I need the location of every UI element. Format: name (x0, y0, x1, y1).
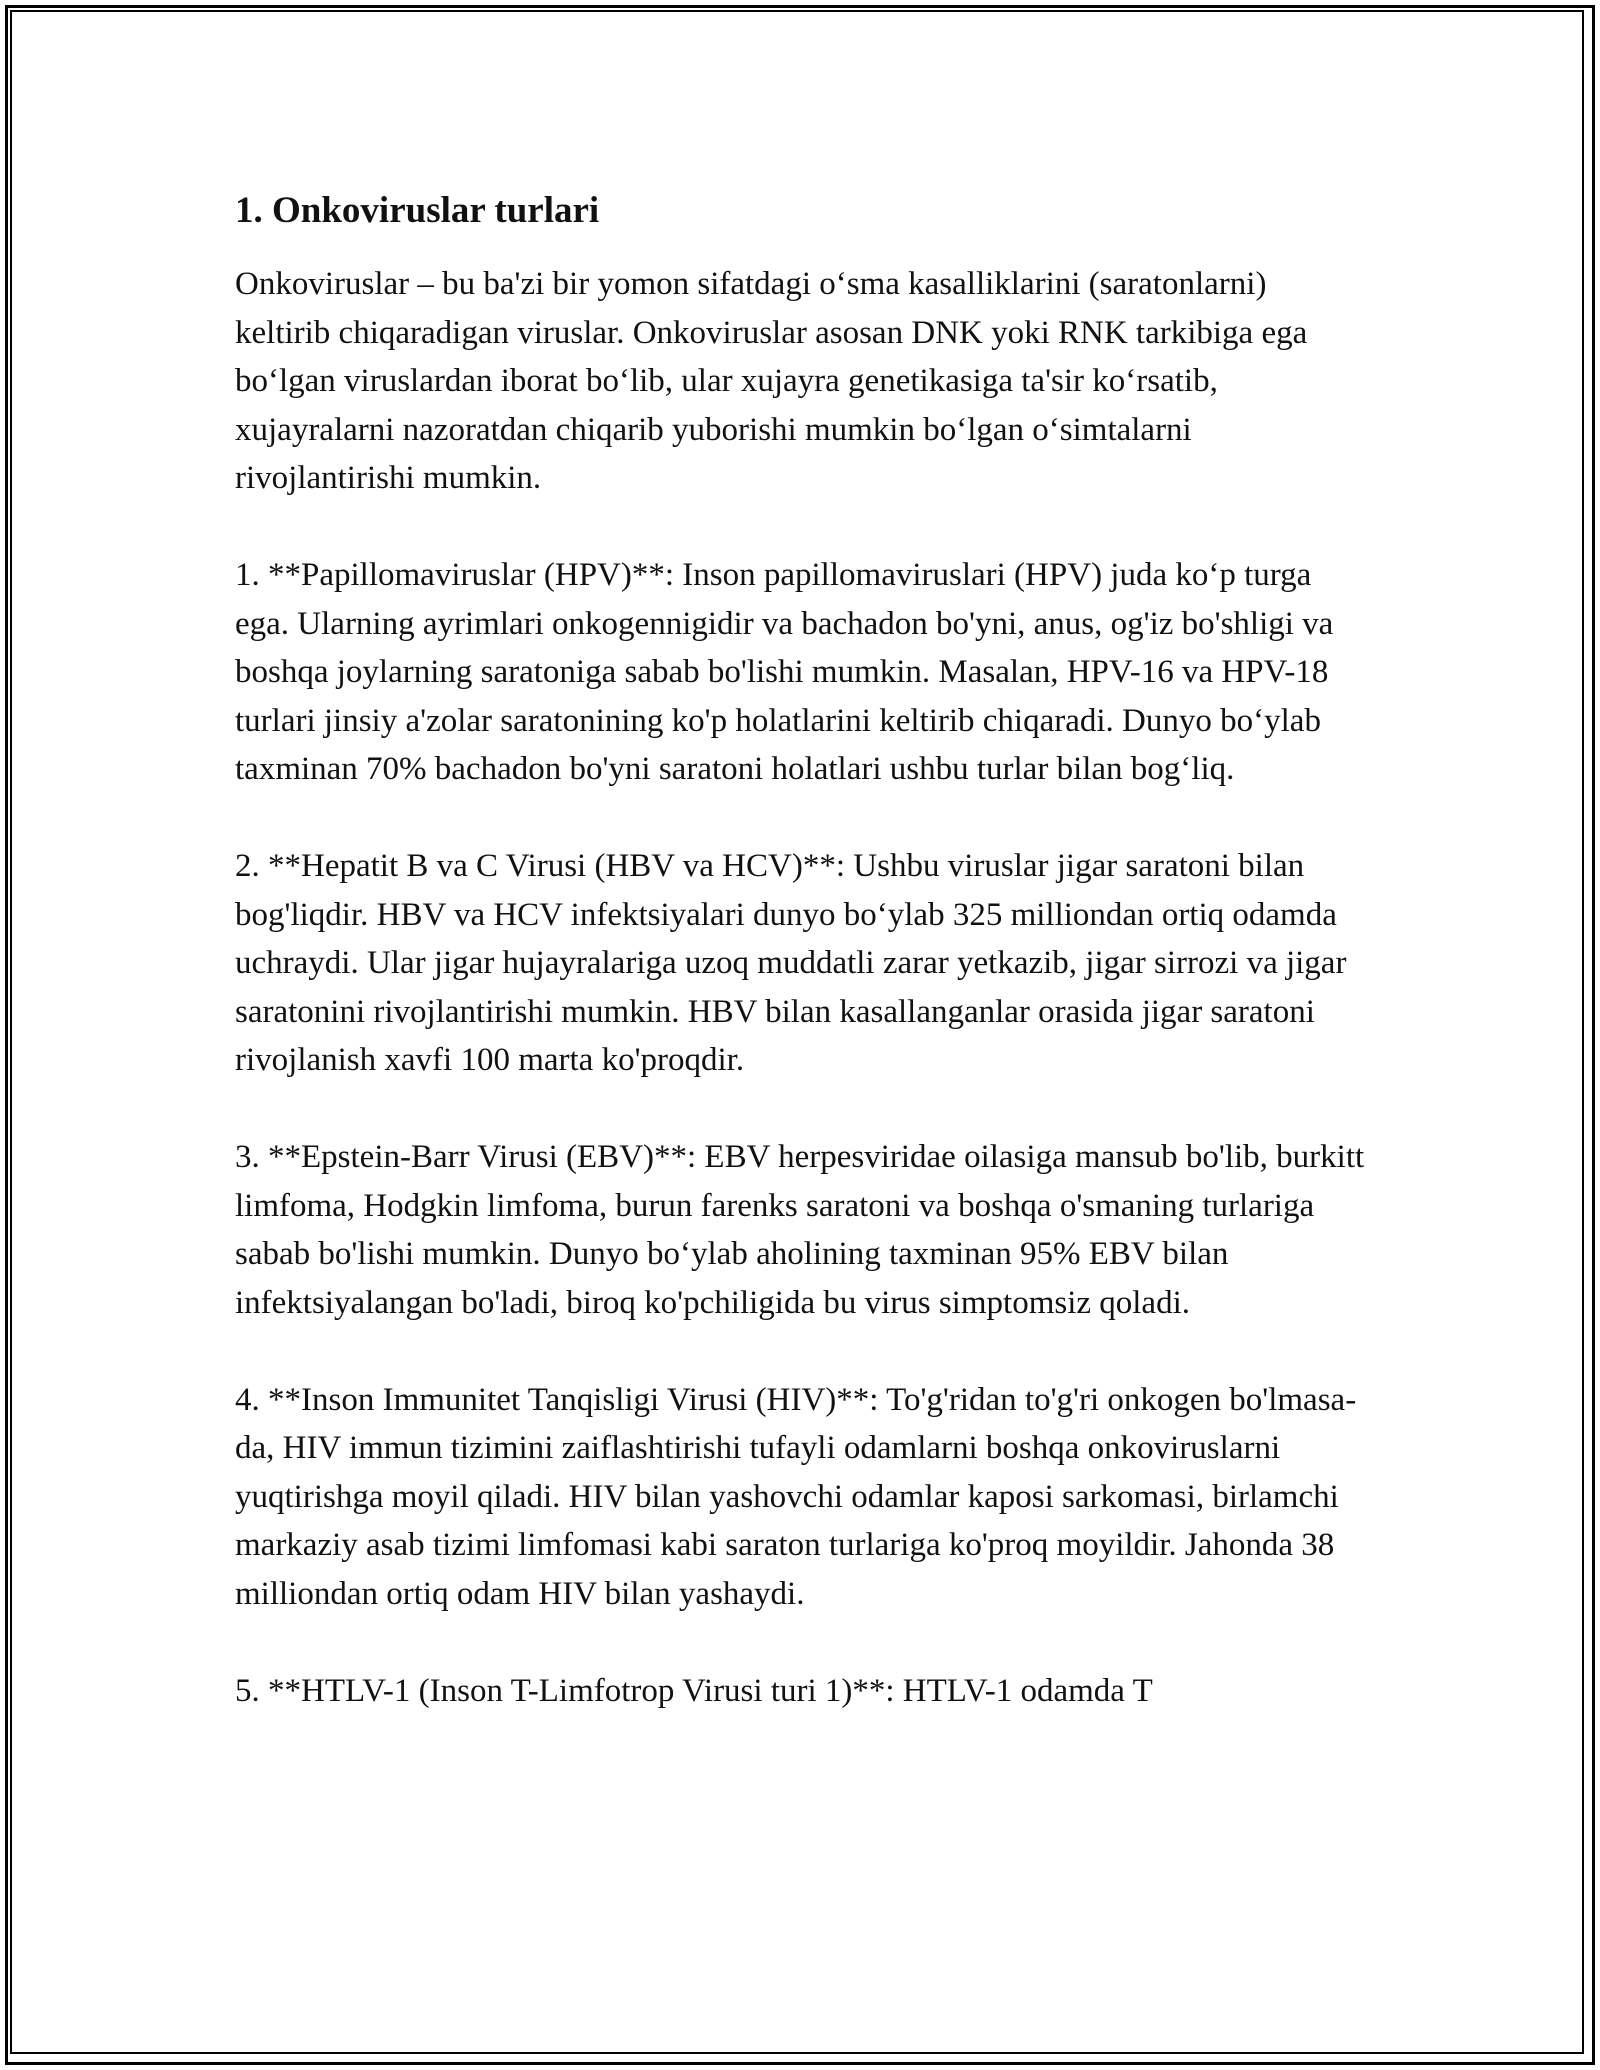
list-item-hbv-hcv: 2. **Hepatit B va C Virusi (HBV va HCV)**: Ushbu viruslar jigar saratoni bilan bog'liqdir. HBV va HCV infektsiyalari dunyo bo‘ylab 325 milliondan ortiq odamda uchraydi. Ular jigar hujayralariga uzoq muddatli zarar yetkazib, jigar sirrozi va jigar saratonini rivojlantirishi mumkin. HBV bilan kasallanganlar orasida jigar saratoni rivojlanish xavfi 100 marta ko'proqdir. (235, 848, 1347, 1078)
list-item-hpv: 1. **Papillomaviruslar (HPV)**: Inson papillomaviruslari (HPV) juda ko‘p turga ega. Ularning ayrimlari onkogennigidir va bachadon bo'yni, anus, og'iz bo'shligi va boshqa joylarning saratoniga sabab bo'lishi mumkin. Masalan, HPV-16 va HPV-18 turlari jinsiy a'zolar saratonining ko'p holatlarini keltirib chiqaradi. Dunyo bo‘ylab taxminan 70% bachadon bo'yni saratoni holatlari ushbu turlar bilan bog‘liq. (235, 557, 1334, 787)
document-body (235, 186, 1365, 1715)
section-heading: 1. Onkoviruslar turlari (235, 190, 600, 231)
list-item-hiv: 4. **Inson Immunitet Tanqisligi Virusi (HIV)**: To'g'ridan to'g'ri onkogen bo'lmasa-da, HIV immun tizimini zaiflashtirishi tufayli odamlarni boshqa onkoviruslarni yuqtirishga moyil qiladi. HIV bilan yashovchi odamlar kaposi sarkomasi, birlamchi markaziy asab tizimi limfomasi kabi saraton turlariga ko'proq moyildir. Jahonda 38 milliondan ortiq odam HIV bilan yashaydi. (235, 1381, 1357, 1612)
intro-paragraph: Onkoviruslar – bu ba'zi bir yomon sifatdagi o‘sma kasalliklarini (saratonlarni) keltirib chiqaradigan viruslar. Onkoviruslar asosan DNK yoki RNK tarkibiga ega bo‘lgan viruslardan iborat bo‘lib, ular xujayra genetikasiga ta'sir ko‘rsatib, xujayralarni nazoratdan chiqarib yuborishi mumkin bo‘lgan o‘simtalarni rivojlantirishi mumkin. (235, 266, 1308, 496)
list-item-ebv: 3. **Epstein-Barr Virusi (EBV)**: EBV herpesviridae oilasiga mansub bo'lib, burkitt limfoma, Hodgkin limfoma, burun farenks saratoni va boshqa o'smaning turlariga sabab bo'lishi mumkin. Dunyo bo‘ylab aholining taxminan 95% EBV bilan infektsiyalangan bo'ladi, biroq ko'pchiligida bu virus simptomsiz qoladi. (235, 1139, 1365, 1321)
list-item-htlv1: 5. **HTLV-1 (Inson T-Limfotrop Virusi turi 1)**: HTLV-1 odamda T (235, 1672, 1153, 1709)
